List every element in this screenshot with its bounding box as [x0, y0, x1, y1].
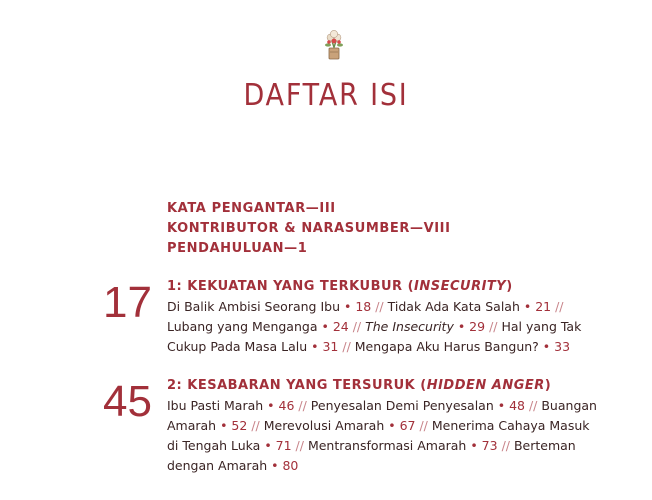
entry-title: Merevolusi Amarah	[263, 418, 385, 433]
entry-page: • 46	[263, 398, 295, 413]
flower-bouquet-icon	[318, 28, 350, 60]
chapter-title-italic: HIDDEN ANGER	[426, 378, 545, 393]
chapter-block	[167, 376, 597, 476]
entry-page: • 21	[519, 299, 552, 314]
entry-page: • 33	[538, 339, 571, 354]
entry-page: • 29	[453, 319, 486, 334]
chapter-title-suffix: )	[544, 378, 552, 393]
front-matter-item: KONTRIBUTOR & NARASUMBER—VIII	[167, 221, 451, 236]
entry-title: Buangan Amarah	[167, 398, 597, 433]
entry-title: Mentransformasi Amarah	[307, 438, 467, 453]
entry-title: Menerima Cahaya Masuk di Tengah Luka	[167, 418, 590, 453]
entry-divider: //	[524, 398, 542, 413]
entry-divider: //	[348, 319, 366, 334]
chapter-title-suffix: )	[506, 279, 513, 294]
chapter-title	[167, 277, 597, 297]
entry-divider: //	[338, 339, 355, 354]
chapter-title-italic: INSECURITY	[414, 279, 507, 294]
chapter-title-prefix: 1: KEKUATAN YANG TERKUBUR (	[167, 279, 415, 294]
entry-title: The Insecurity	[365, 319, 454, 334]
page-title: DAFTAR ISI	[243, 78, 409, 113]
chapter-title	[167, 376, 597, 396]
entry-page: • 80	[267, 458, 299, 473]
entry-divider: //	[247, 418, 264, 433]
front-matter-item: PENDAHULUAN—1	[167, 241, 308, 256]
front-matter-item: KATA PENGANTAR—III	[167, 201, 336, 216]
entry-divider: //	[485, 319, 502, 334]
entry-title: Tidak Ada Kata Salah	[387, 299, 520, 314]
chapter-entries	[167, 396, 597, 476]
entry-page: • 31	[307, 339, 339, 354]
entry-divider: //	[291, 438, 308, 453]
entry-title: Penyesalan Demi Penyesalan	[310, 398, 494, 413]
front-matter-list	[167, 199, 451, 259]
entry-title: Berteman dengan Amarah	[167, 438, 576, 473]
chapter-title-prefix: 2: KESABARAN YANG TERSURUK (	[167, 378, 427, 393]
chapter-entries	[167, 297, 597, 357]
chapter-block	[167, 277, 597, 357]
entry-title: Hal yang Tak Cukup Pada Masa Lalu	[167, 319, 582, 354]
entry-title: Mengapa Aku Harus Bangun?	[354, 339, 539, 354]
entry-page: • 18	[340, 299, 372, 314]
entry-divider: //	[497, 438, 514, 453]
entry-page: • 67	[384, 418, 416, 433]
entry-page: • 52	[216, 418, 248, 433]
entry-divider: //	[371, 299, 388, 314]
entry-title: Lubang yang Menganga	[167, 319, 318, 334]
entry-title: Di Balik Ambisi Seorang Ibu	[167, 299, 341, 314]
entry-divider: //	[294, 398, 311, 413]
entry-divider: //	[415, 418, 432, 433]
chapter-start-page: 45	[103, 377, 152, 426]
entry-page: • 48	[493, 398, 525, 413]
entry-page: • 73	[466, 438, 498, 453]
chapter-start-page: 17	[103, 278, 152, 327]
entry-page: • 71	[260, 438, 292, 453]
entry-title: Ibu Pasti Marah	[167, 398, 264, 413]
entry-divider: //	[551, 299, 564, 314]
entry-page: • 24	[317, 319, 349, 334]
